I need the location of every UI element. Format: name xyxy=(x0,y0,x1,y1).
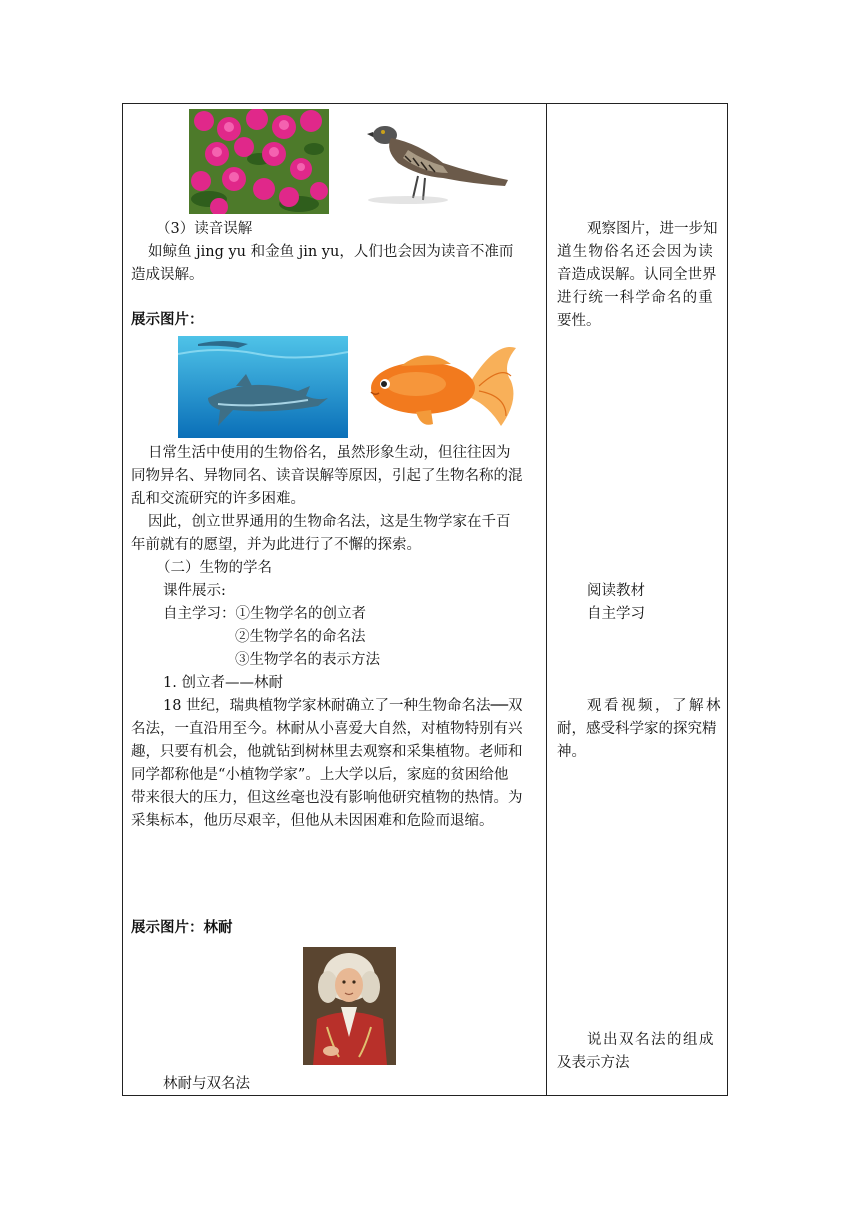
para1-line3: 乱和交流研究的许多困难。 xyxy=(131,491,305,507)
observe-line1: 观察图片，进一步知 xyxy=(587,221,718,237)
linnaeus-line1: 18 世纪，瑞典植物学家林耐确立了一种生物命名法──双 xyxy=(163,698,523,714)
dolphin-image xyxy=(178,336,348,438)
reading-text-line2: 造成误解。 xyxy=(131,267,204,283)
column-divider xyxy=(546,104,547,1095)
para2-line1: 因此，创立世界通用的生物命名法，这是生物学家在千百 xyxy=(148,514,511,530)
reading-text-line1: 如鲸鱼 jing yu 和金鱼 jin yu，人们也会因为读音不准而 xyxy=(148,244,514,260)
reading-heading: （3）读音误解 xyxy=(156,221,253,237)
self-study-item1: 自主学习：①生物学名的创立者 xyxy=(163,606,366,622)
linnaeus-line4: 同学都称他是“小植物学家”。上大学以后，家庭的贫困给他 xyxy=(131,767,509,783)
video-line3: 神。 xyxy=(557,744,586,760)
cuckoo-bird-image xyxy=(363,118,513,213)
linnaeus-line2: 名法，一直沿用至今。林耐从小喜爱大自然，对植物特别有兴 xyxy=(131,721,523,737)
goldfish-image xyxy=(361,336,521,441)
video-line2: 耐，感受科学家的探究精 xyxy=(557,721,717,737)
observe-line5: 要性。 xyxy=(557,313,601,329)
show-images-label-2: 展示图片：林耐 xyxy=(131,920,233,936)
linnaeus-line3: 趣，只要有机会，他就钻到树林里去观察和采集植物。老师和 xyxy=(131,744,523,760)
linnaeus-line6: 采集标本，他历尽艰辛，但他从未因困难和危险而退缩。 xyxy=(131,813,494,829)
para2-line2: 年前就有的愿望，并为此进行了不懈的探索。 xyxy=(131,537,421,553)
section-heading-scientific-name: （二）生物的学名 xyxy=(156,560,272,576)
video-line1: 观看视频，了解林 xyxy=(587,698,723,714)
azalea-flowers-image xyxy=(189,109,329,214)
para1-line1: 日常生活中使用的生物俗名，虽然形象生动，但往往因为 xyxy=(148,445,511,461)
self-study-item3: ③生物学名的表示方法 xyxy=(235,652,380,668)
read-textbook: 阅读教材 xyxy=(587,583,645,599)
linnaeus-line5: 带来很大的压力，但这丝毫也没有影响他研究植物的热情。为 xyxy=(131,790,523,806)
para1-line2: 同物异名、异物同名、读音误解等原因，引起了生物名称的混 xyxy=(131,468,523,484)
founder-heading: 1. 创立者——林耐 xyxy=(163,675,283,691)
courseware-label: 课件展示: xyxy=(163,583,226,599)
show-images-label-1: 展示图片： xyxy=(131,312,204,328)
self-study-item2: ②生物学名的命名法 xyxy=(235,629,366,645)
observe-line4: 进行统一科学命名的重 xyxy=(557,290,714,306)
image-caption: 林耐与双名法 xyxy=(163,1076,250,1092)
self-study-right: 自主学习 xyxy=(587,606,645,622)
binomial-line1: 说出双名法的组成 xyxy=(587,1032,715,1048)
binomial-line2: 及表示方法 xyxy=(557,1055,630,1071)
observe-line2: 道生物俗名还会因为读 xyxy=(557,244,714,260)
lesson-table xyxy=(122,103,728,1096)
observe-line3: 音造成误解。认同全世界 xyxy=(557,267,717,283)
linnaeus-portrait-image xyxy=(303,947,396,1065)
